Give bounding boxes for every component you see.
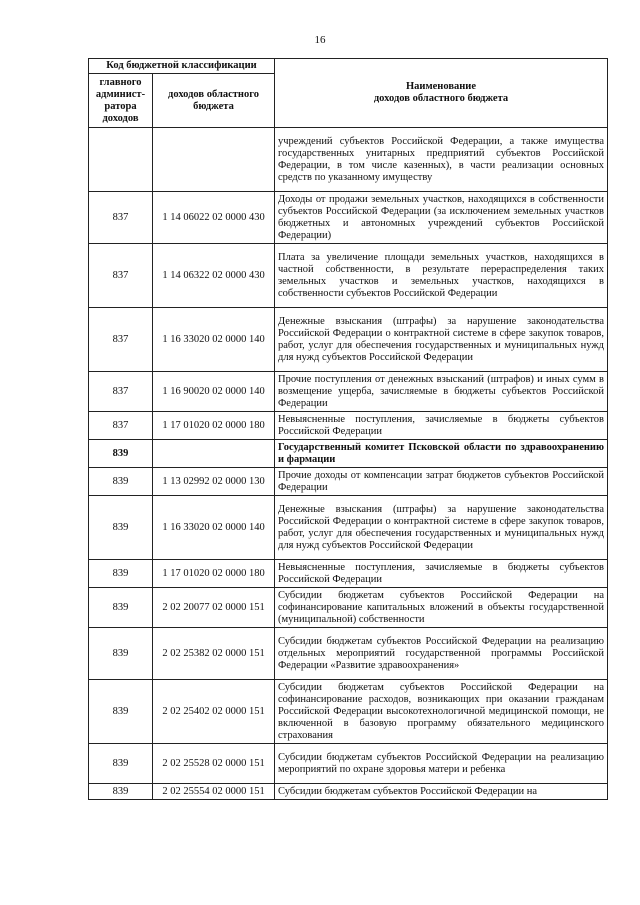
budget-code-cell: 1 16 33020 02 0000 140 bbox=[153, 308, 275, 372]
table-row bbox=[89, 308, 608, 372]
income-name-cell: Денежные взыскания (штрафы) за нарушение законодательства Российской Федерации о контрактной системе в сфере закупок товаров, работ, услуг для обеспечения государственных и муниципальных нужд для нужд субъектов Российской Федерации bbox=[275, 496, 608, 560]
header-code-column: доходов областного бюджета bbox=[153, 74, 275, 128]
budget-code-cell: 1 17 01020 02 0000 180 bbox=[153, 412, 275, 440]
table-row bbox=[89, 496, 608, 560]
admin-code-cell: 839 bbox=[89, 680, 153, 744]
admin-code-cell: 837 bbox=[89, 372, 153, 412]
budget-code-cell: 2 02 25402 02 0000 151 bbox=[153, 680, 275, 744]
table-row bbox=[89, 784, 608, 800]
income-name-cell: Субсидии бюджетам субъектов Российской Федерации на софинансирование капитальных вложений в объекты государственной (муниципальной) собственности bbox=[275, 588, 608, 628]
admin-code-cell: 839 bbox=[89, 468, 153, 496]
table-row bbox=[89, 468, 608, 496]
admin-code-cell: 837 bbox=[89, 244, 153, 308]
admin-code-cell: 839 bbox=[89, 440, 153, 468]
budget-classification-table bbox=[88, 58, 608, 800]
budget-code-cell bbox=[153, 440, 275, 468]
income-name-cell: Плата за увеличение площади земельных участков, находящихся в частной собственности, в результате перераспределения таких земельных участков и земельных участков, находящихся в собственности субъектов Российской Федерации bbox=[275, 244, 608, 308]
table-row bbox=[89, 744, 608, 784]
income-name-cell: Прочие доходы от компенсации затрат бюджетов субъектов Российской Федерации bbox=[275, 468, 608, 496]
budget-code-cell: 1 13 02992 02 0000 130 bbox=[153, 468, 275, 496]
table-row bbox=[89, 372, 608, 412]
table-body bbox=[89, 128, 608, 800]
admin-code-cell: 839 bbox=[89, 496, 153, 560]
table-row bbox=[89, 628, 608, 680]
admin-code-cell: 839 bbox=[89, 744, 153, 784]
income-name-cell: Субсидии бюджетам субъектов Российской Федерации на реализацию отдельных мероприятий государственной программы Российской Федерации «Развитие здравоохранения» bbox=[275, 628, 608, 680]
budget-code-cell: 1 14 06022 02 0000 430 bbox=[153, 192, 275, 244]
budget-code-cell: 1 16 90020 02 0000 140 bbox=[153, 372, 275, 412]
table-row bbox=[89, 588, 608, 628]
budget-code-cell: 1 14 06322 02 0000 430 bbox=[153, 244, 275, 308]
admin-code-cell: 839 bbox=[89, 588, 153, 628]
budget-code-cell: 2 02 25528 02 0000 151 bbox=[153, 744, 275, 784]
header-name-line1: Наименование bbox=[406, 81, 476, 92]
budget-code-cell: 2 02 25382 02 0000 151 bbox=[153, 628, 275, 680]
header-name-line2: доходов областного бюджета bbox=[373, 93, 509, 104]
income-name-cell: Субсидии бюджетам субъектов Российской Федерации на софинансирование расходов, возникающих при оказании гражданам Российской Федерации высокотехнологичной медицинской помощи, не включенной в базовую программу обязательного медицинского страхования bbox=[275, 680, 608, 744]
income-name-cell: Субсидии бюджетам субъектов Российской Федерации на реализацию мероприятий по охране здоровья матери и ребенка bbox=[275, 744, 608, 784]
income-name-cell: Невыясненные поступления, зачисляемые в бюджеты субъектов Российской Федерации bbox=[275, 560, 608, 588]
income-name-cell: Субсидии бюджетам субъектов Российской Федерации на bbox=[275, 784, 608, 800]
income-name-cell: учреждений субъектов Российской Федерации, а также имущества государственных унитарных предприятий субъектов Российской Федерации, в том числе казенных), в части реализации основных средств по указанному имуществу bbox=[275, 128, 608, 192]
header-group-label: Код бюджетной классификации bbox=[89, 59, 275, 74]
budget-code-cell: 2 02 20077 02 0000 151 bbox=[153, 588, 275, 628]
budget-code-cell bbox=[153, 128, 275, 192]
income-name-cell: Невыясненные поступления, зачисляемые в бюджеты субъектов Российской Федерации bbox=[275, 412, 608, 440]
income-name-cell: Доходы от продажи земельных участков, находящихся в собственности субъектов Российской Федерации (за исключением земельных участков бюджетных и автономных учреждений субъектов Российской Федерации) bbox=[275, 192, 608, 244]
budget-code-cell: 1 16 33020 02 0000 140 bbox=[153, 496, 275, 560]
admin-code-cell bbox=[89, 128, 153, 192]
table-row bbox=[89, 128, 608, 192]
income-name-cell: Государственный комитет Псковской области по здравоохранению и фармации bbox=[275, 440, 608, 468]
table-row bbox=[89, 440, 608, 468]
budget-code-cell: 2 02 25554 02 0000 151 bbox=[153, 784, 275, 800]
admin-code-cell: 837 bbox=[89, 412, 153, 440]
admin-code-cell: 839 bbox=[89, 628, 153, 680]
table-row bbox=[89, 192, 608, 244]
income-name-cell: Денежные взыскания (штрафы) за нарушение законодательства Российской Федерации о контрактной системе в сфере закупок товаров, работ, услуг для обеспечения государственных и муниципальных нужд для нужд субъектов Российской Федерации bbox=[275, 308, 608, 372]
admin-code-cell: 839 bbox=[89, 784, 153, 800]
budget-code-cell: 1 17 01020 02 0000 180 bbox=[153, 560, 275, 588]
admin-code-cell: 839 bbox=[89, 560, 153, 588]
admin-code-cell: 837 bbox=[89, 308, 153, 372]
table-row bbox=[89, 680, 608, 744]
table-row bbox=[89, 412, 608, 440]
header-name-column bbox=[275, 59, 608, 128]
table-row bbox=[89, 560, 608, 588]
table-row bbox=[89, 244, 608, 308]
admin-code-cell: 837 bbox=[89, 192, 153, 244]
header-admin-column: главного админист-ратора доходов bbox=[89, 74, 153, 128]
income-name-cell: Прочие поступления от денежных взысканий (штрафов) и иных сумм в возмещение ущерба, зачисляемые в бюджеты субъектов Российской Федерации bbox=[275, 372, 608, 412]
page-number: 16 bbox=[314, 34, 326, 46]
